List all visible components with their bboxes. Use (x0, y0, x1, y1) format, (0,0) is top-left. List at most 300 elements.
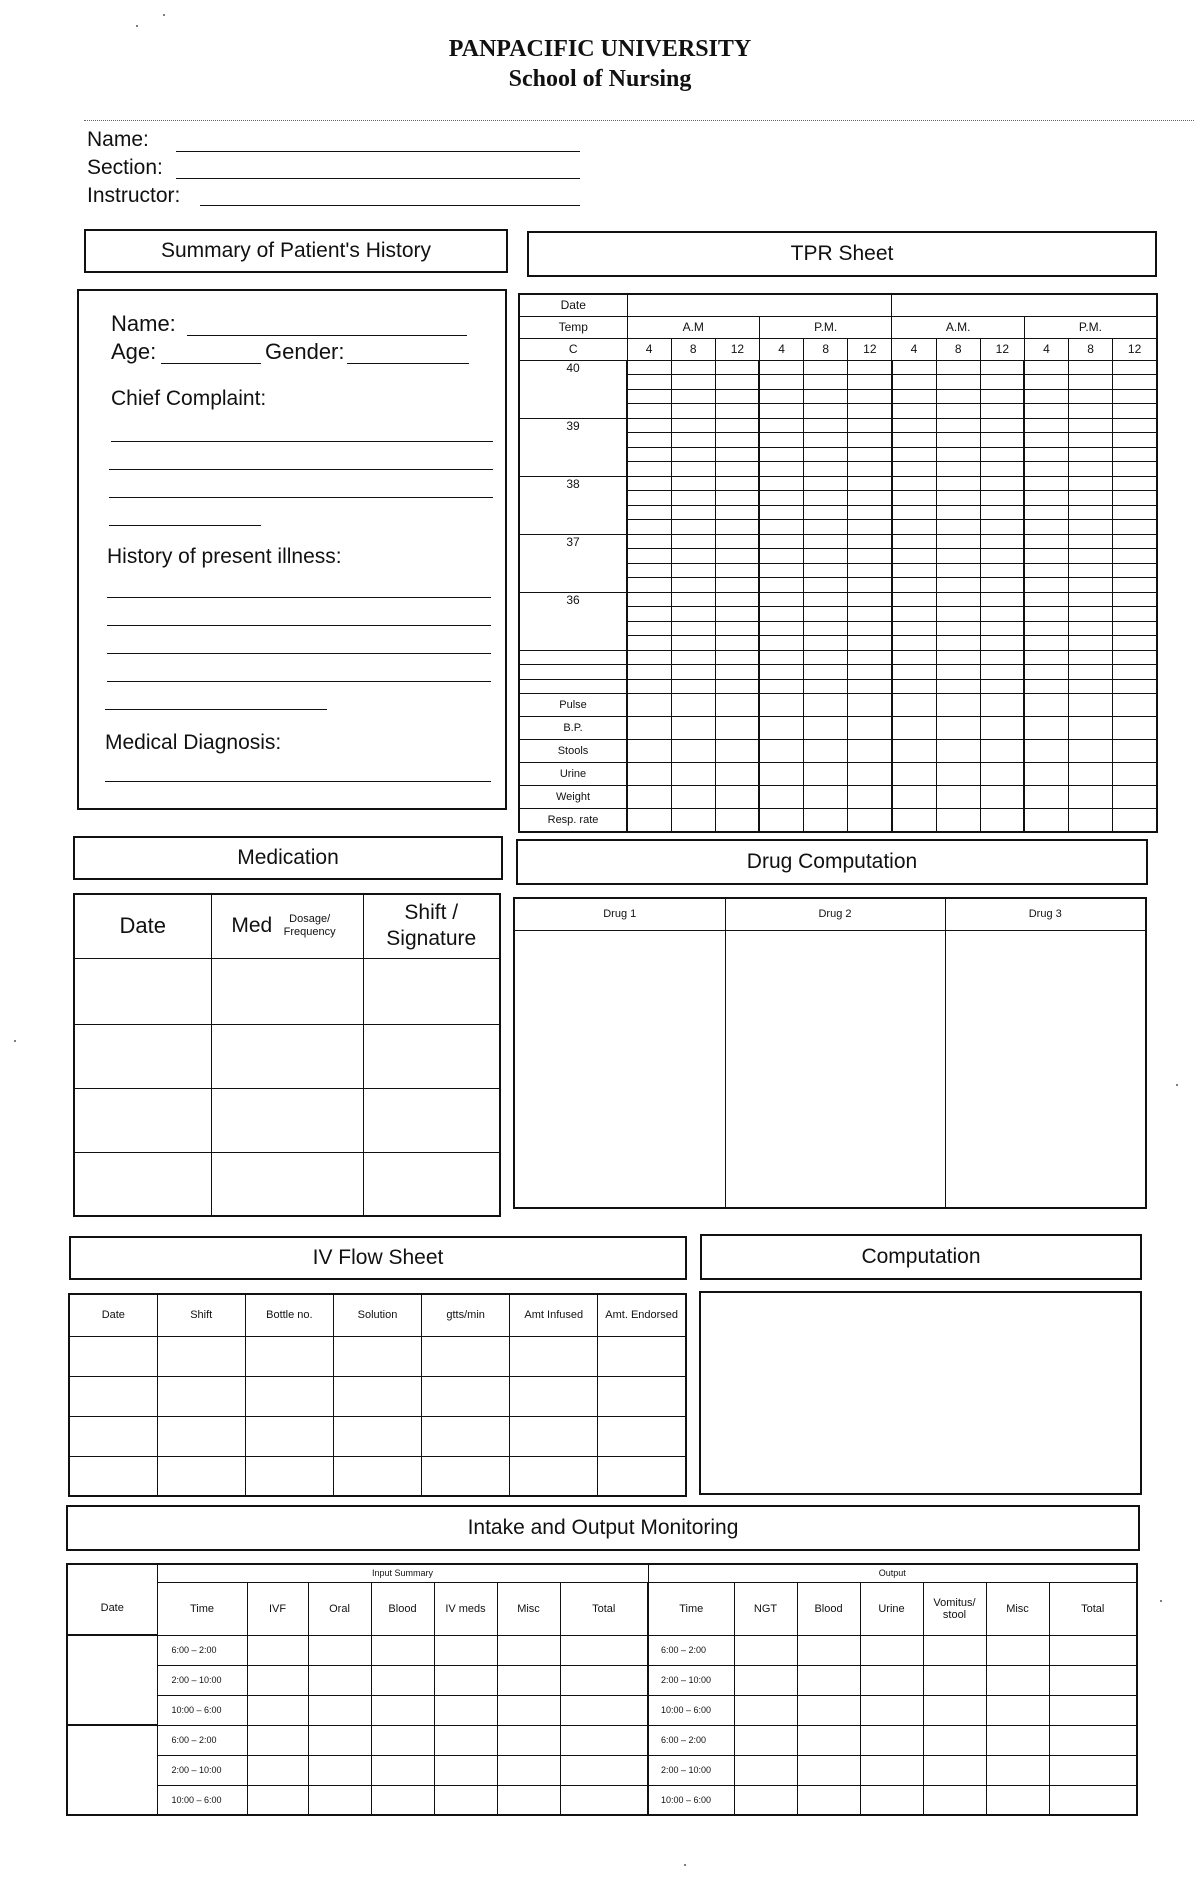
tpr-grid-cell[interactable] (1069, 636, 1113, 651)
iv-cell[interactable] (598, 1416, 686, 1456)
tpr-grid-cell[interactable] (1069, 650, 1113, 665)
tpr-vital-cell[interactable] (759, 717, 803, 740)
io-input-cell[interactable] (560, 1695, 648, 1725)
tpr-grid-cell[interactable] (671, 636, 715, 651)
io-input-cell[interactable] (308, 1725, 371, 1755)
tpr-grid-cell[interactable] (1024, 433, 1068, 448)
io-input-cell[interactable] (308, 1635, 371, 1665)
tpr-grid-cell[interactable] (627, 476, 671, 491)
tpr-grid-cell[interactable] (1069, 665, 1113, 680)
tpr-grid-cell[interactable] (980, 650, 1024, 665)
io-input-cell[interactable] (497, 1695, 560, 1725)
io-input-cell[interactable] (560, 1665, 648, 1695)
tpr-grid-cell[interactable] (759, 549, 803, 564)
tpr-grid-cell[interactable] (804, 592, 848, 607)
tpr-grid-cell[interactable] (936, 621, 980, 636)
tpr-vital-cell[interactable] (848, 717, 892, 740)
medication-cell[interactable] (363, 958, 500, 1024)
iv-cell[interactable] (157, 1376, 245, 1416)
tpr-grid-cell[interactable] (715, 636, 759, 651)
tpr-vital-cell[interactable] (848, 763, 892, 786)
iv-cell[interactable] (422, 1336, 510, 1376)
tpr-grid-cell[interactable] (671, 520, 715, 535)
tpr-grid-cell[interactable] (671, 549, 715, 564)
tpr-grid-cell[interactable] (804, 665, 848, 680)
tpr-grid-cell[interactable] (627, 462, 671, 477)
tpr-grid-cell[interactable] (804, 418, 848, 433)
io-input-cell[interactable] (434, 1695, 497, 1725)
tpr-grid-cell[interactable] (715, 404, 759, 419)
tpr-grid-cell[interactable] (936, 505, 980, 520)
io-output-cell[interactable] (797, 1665, 860, 1695)
tpr-grid-cell[interactable] (1113, 520, 1157, 535)
tpr-grid-cell[interactable] (936, 360, 980, 375)
io-input-cell[interactable] (247, 1635, 308, 1665)
tpr-vital-cell[interactable] (936, 740, 980, 763)
tpr-grid-cell[interactable] (892, 534, 936, 549)
tpr-grid-cell[interactable] (1113, 621, 1157, 636)
tpr-grid-cell[interactable] (980, 389, 1024, 404)
io-input-cell[interactable] (497, 1755, 560, 1785)
tpr-grid-cell[interactable] (848, 592, 892, 607)
tpr-grid-cell[interactable] (1069, 505, 1113, 520)
io-output-cell[interactable] (986, 1635, 1049, 1665)
tpr-grid-cell[interactable] (804, 578, 848, 593)
tpr-grid-cell[interactable] (627, 375, 671, 390)
medication-cell[interactable] (211, 1152, 363, 1216)
tpr-grid-cell[interactable] (715, 520, 759, 535)
tpr-grid-cell[interactable] (1113, 389, 1157, 404)
tpr-grid-cell[interactable] (980, 534, 1024, 549)
tpr-grid-cell[interactable] (848, 433, 892, 448)
chief-complaint-line-3[interactable] (109, 497, 493, 498)
tpr-grid-cell[interactable] (804, 636, 848, 651)
io-input-cell[interactable] (371, 1725, 434, 1755)
tpr-grid-cell[interactable] (892, 607, 936, 622)
tpr-vital-cell[interactable] (671, 786, 715, 809)
tpr-grid-cell[interactable] (1113, 549, 1157, 564)
iv-cell[interactable] (157, 1456, 245, 1496)
tpr-grid-cell[interactable] (980, 360, 1024, 375)
io-input-cell[interactable] (308, 1785, 371, 1815)
io-input-cell[interactable] (434, 1725, 497, 1755)
tpr-grid-cell[interactable] (1024, 505, 1068, 520)
io-input-cell[interactable] (560, 1635, 648, 1665)
diagnosis-line-1[interactable] (105, 781, 491, 782)
iv-cell[interactable] (245, 1376, 333, 1416)
io-output-cell[interactable] (986, 1725, 1049, 1755)
tpr-vital-cell[interactable] (804, 763, 848, 786)
tpr-grid-cell[interactable] (892, 505, 936, 520)
tpr-grid-cell[interactable] (892, 447, 936, 462)
tpr-vital-cell[interactable] (1113, 809, 1157, 832)
io-output-cell[interactable] (797, 1695, 860, 1725)
tpr-grid-cell[interactable] (671, 447, 715, 462)
tpr-grid-cell[interactable] (804, 549, 848, 564)
tpr-grid-cell[interactable] (848, 665, 892, 680)
io-input-cell[interactable] (308, 1665, 371, 1695)
tpr-grid-cell[interactable] (848, 476, 892, 491)
io-input-cell[interactable] (371, 1635, 434, 1665)
tpr-grid-cell[interactable] (1113, 476, 1157, 491)
io-output-cell[interactable] (734, 1635, 797, 1665)
tpr-grid-cell[interactable] (1069, 578, 1113, 593)
tpr-grid-cell[interactable] (759, 520, 803, 535)
tpr-vital-cell[interactable] (1069, 717, 1113, 740)
tpr-grid-cell[interactable] (892, 665, 936, 680)
tpr-grid-cell[interactable] (759, 418, 803, 433)
tpr-grid-cell[interactable] (671, 418, 715, 433)
tpr-grid-cell[interactable] (715, 621, 759, 636)
io-output-cell[interactable] (1049, 1695, 1137, 1725)
tpr-grid-cell[interactable] (1024, 636, 1068, 651)
tpr-grid-cell[interactable] (892, 578, 936, 593)
tpr-grid-cell[interactable] (715, 389, 759, 404)
iv-cell[interactable] (69, 1376, 157, 1416)
tpr-vital-cell[interactable] (1069, 763, 1113, 786)
tpr-grid-cell[interactable] (1024, 375, 1068, 390)
tpr-grid-cell[interactable] (804, 389, 848, 404)
tpr-grid-cell[interactable] (980, 418, 1024, 433)
tpr-grid-cell[interactable] (892, 404, 936, 419)
tpr-vital-cell[interactable] (1024, 809, 1068, 832)
tpr-grid-cell[interactable] (715, 476, 759, 491)
tpr-grid-cell[interactable] (1113, 592, 1157, 607)
io-output-cell[interactable] (797, 1785, 860, 1815)
tpr-grid-cell[interactable] (627, 534, 671, 549)
io-input-cell[interactable] (247, 1725, 308, 1755)
tpr-grid-cell[interactable] (671, 375, 715, 390)
tpr-grid-cell[interactable] (671, 679, 715, 694)
tpr-grid-cell[interactable] (892, 375, 936, 390)
tpr-vital-cell[interactable] (715, 786, 759, 809)
tpr-grid-cell[interactable] (980, 563, 1024, 578)
tpr-grid-cell[interactable] (627, 505, 671, 520)
tpr-grid-cell[interactable] (1024, 389, 1068, 404)
iv-cell[interactable] (510, 1416, 598, 1456)
io-input-cell[interactable] (371, 1785, 434, 1815)
io-output-cell[interactable] (860, 1785, 923, 1815)
drug-1-area[interactable] (514, 930, 725, 1208)
present-illness-line-2[interactable] (107, 625, 491, 626)
tpr-vital-cell[interactable] (1069, 694, 1113, 717)
present-illness-line-3[interactable] (107, 653, 491, 654)
tpr-vital-cell[interactable] (980, 694, 1024, 717)
tpr-grid-cell[interactable] (1069, 491, 1113, 506)
tpr-grid-cell[interactable] (1069, 418, 1113, 433)
tpr-vital-cell[interactable] (892, 717, 936, 740)
tpr-vital-cell[interactable] (1024, 763, 1068, 786)
tpr-vital-cell[interactable] (627, 740, 671, 763)
tpr-grid-cell[interactable] (936, 404, 980, 419)
io-output-cell[interactable] (1049, 1635, 1137, 1665)
tpr-grid-cell[interactable] (936, 650, 980, 665)
iv-cell[interactable] (422, 1376, 510, 1416)
tpr-grid-cell[interactable] (848, 360, 892, 375)
iv-cell[interactable] (69, 1336, 157, 1376)
io-input-cell[interactable] (497, 1725, 560, 1755)
tpr-grid-cell[interactable] (1069, 433, 1113, 448)
tpr-vital-cell[interactable] (980, 763, 1024, 786)
io-input-cell[interactable] (434, 1665, 497, 1695)
tpr-grid-cell[interactable] (892, 389, 936, 404)
tpr-grid-cell[interactable] (848, 636, 892, 651)
tpr-vital-cell[interactable] (1069, 740, 1113, 763)
tpr-vital-cell[interactable] (848, 809, 892, 832)
tpr-grid-cell[interactable] (936, 462, 980, 477)
tpr-grid-cell[interactable] (1069, 534, 1113, 549)
tpr-vital-cell[interactable] (936, 809, 980, 832)
tpr-vital-cell[interactable] (1113, 740, 1157, 763)
io-input-cell[interactable] (560, 1755, 648, 1785)
tpr-grid-cell[interactable] (936, 418, 980, 433)
tpr-grid-cell[interactable] (715, 491, 759, 506)
tpr-vital-cell[interactable] (1024, 694, 1068, 717)
tpr-grid-cell[interactable] (936, 607, 980, 622)
tpr-grid-cell[interactable] (759, 665, 803, 680)
iv-cell[interactable] (422, 1456, 510, 1496)
medication-cell[interactable] (74, 1088, 211, 1152)
tpr-grid-cell[interactable] (848, 418, 892, 433)
tpr-grid-cell[interactable] (1024, 607, 1068, 622)
tpr-grid-cell[interactable] (1069, 563, 1113, 578)
tpr-grid-cell[interactable] (804, 621, 848, 636)
tpr-grid-cell[interactable] (1113, 433, 1157, 448)
computation-area[interactable] (699, 1291, 1142, 1495)
tpr-grid-cell[interactable] (1024, 447, 1068, 462)
tpr-grid-cell[interactable] (892, 679, 936, 694)
tpr-grid-cell[interactable] (1113, 360, 1157, 375)
tpr-grid-cell[interactable] (892, 621, 936, 636)
tpr-grid-cell[interactable] (715, 462, 759, 477)
io-output-cell[interactable] (797, 1635, 860, 1665)
tpr-grid-cell[interactable] (627, 578, 671, 593)
tpr-grid-cell[interactable] (1113, 505, 1157, 520)
io-output-cell[interactable] (1049, 1725, 1137, 1755)
tpr-grid-cell[interactable] (848, 534, 892, 549)
io-input-cell[interactable] (497, 1635, 560, 1665)
tpr-vital-cell[interactable] (1024, 717, 1068, 740)
io-output-cell[interactable] (923, 1785, 986, 1815)
tpr-grid-cell[interactable] (1024, 592, 1068, 607)
tpr-grid-cell[interactable] (892, 563, 936, 578)
tpr-grid-cell[interactable] (936, 679, 980, 694)
tpr-grid-cell[interactable] (715, 563, 759, 578)
io-input-cell[interactable] (371, 1665, 434, 1695)
io-input-cell[interactable] (434, 1635, 497, 1665)
tpr-date-cell-1[interactable] (627, 294, 892, 316)
student-name-field[interactable] (176, 151, 580, 152)
present-illness-line-1[interactable] (107, 597, 491, 598)
tpr-grid-cell[interactable] (980, 404, 1024, 419)
chief-complaint-line-4[interactable] (109, 525, 261, 526)
iv-cell[interactable] (510, 1336, 598, 1376)
tpr-grid-cell[interactable] (759, 491, 803, 506)
tpr-vital-cell[interactable] (980, 786, 1024, 809)
tpr-grid-cell[interactable] (759, 404, 803, 419)
tpr-grid-cell[interactable] (1024, 650, 1068, 665)
tpr-grid-cell[interactable] (1113, 404, 1157, 419)
tpr-grid-cell[interactable] (804, 534, 848, 549)
tpr-grid-cell[interactable] (715, 578, 759, 593)
tpr-grid-cell[interactable] (627, 433, 671, 448)
tpr-grid-cell[interactable] (671, 621, 715, 636)
tpr-grid-cell[interactable] (848, 679, 892, 694)
tpr-grid-cell[interactable] (892, 418, 936, 433)
tpr-grid-cell[interactable] (627, 607, 671, 622)
chief-complaint-line-2[interactable] (109, 469, 493, 470)
student-section-field[interactable] (176, 178, 580, 179)
iv-cell[interactable] (333, 1376, 421, 1416)
iv-cell[interactable] (333, 1456, 421, 1496)
tpr-grid-cell[interactable] (759, 476, 803, 491)
patient-age-field[interactable] (161, 363, 261, 364)
iv-cell[interactable] (598, 1376, 686, 1416)
present-illness-line-5[interactable] (105, 709, 327, 710)
tpr-grid-cell[interactable] (627, 621, 671, 636)
tpr-grid-cell[interactable] (980, 505, 1024, 520)
tpr-grid-cell[interactable] (936, 578, 980, 593)
tpr-grid-cell[interactable] (1024, 679, 1068, 694)
tpr-grid-cell[interactable] (848, 650, 892, 665)
tpr-grid-cell[interactable] (804, 375, 848, 390)
tpr-grid-cell[interactable] (759, 375, 803, 390)
tpr-grid-cell[interactable] (1069, 621, 1113, 636)
tpr-grid-cell[interactable] (1024, 404, 1068, 419)
tpr-grid-cell[interactable] (1024, 621, 1068, 636)
tpr-grid-cell[interactable] (759, 447, 803, 462)
tpr-grid-cell[interactable] (848, 404, 892, 419)
tpr-grid-cell[interactable] (848, 520, 892, 535)
tpr-grid-cell[interactable] (715, 433, 759, 448)
tpr-grid-cell[interactable] (1113, 665, 1157, 680)
tpr-grid-cell[interactable] (627, 418, 671, 433)
tpr-grid-cell[interactable] (759, 636, 803, 651)
tpr-grid-cell[interactable] (980, 491, 1024, 506)
tpr-grid-cell[interactable] (980, 607, 1024, 622)
tpr-grid-cell[interactable] (892, 476, 936, 491)
io-output-cell[interactable] (1049, 1755, 1137, 1785)
tpr-vital-cell[interactable] (627, 694, 671, 717)
tpr-grid-cell[interactable] (1024, 578, 1068, 593)
tpr-grid-cell[interactable] (804, 679, 848, 694)
tpr-grid-cell[interactable] (627, 636, 671, 651)
io-input-cell[interactable] (247, 1785, 308, 1815)
io-input-cell[interactable] (308, 1695, 371, 1725)
tpr-vital-cell[interactable] (892, 694, 936, 717)
tpr-grid-cell[interactable] (1113, 462, 1157, 477)
tpr-grid-cell[interactable] (1069, 476, 1113, 491)
tpr-grid-cell[interactable] (804, 462, 848, 477)
tpr-grid-cell[interactable] (848, 607, 892, 622)
tpr-vital-cell[interactable] (980, 740, 1024, 763)
tpr-grid-cell[interactable] (1069, 520, 1113, 535)
tpr-grid-cell[interactable] (1113, 607, 1157, 622)
io-output-cell[interactable] (923, 1695, 986, 1725)
iv-cell[interactable] (69, 1416, 157, 1456)
patient-gender-field[interactable] (347, 363, 469, 364)
tpr-vital-cell[interactable] (715, 717, 759, 740)
tpr-grid-cell[interactable] (759, 592, 803, 607)
tpr-vital-cell[interactable] (804, 809, 848, 832)
io-input-cell[interactable] (434, 1785, 497, 1815)
tpr-grid-cell[interactable] (980, 578, 1024, 593)
io-output-cell[interactable] (734, 1725, 797, 1755)
medication-cell[interactable] (74, 1152, 211, 1216)
iv-cell[interactable] (245, 1336, 333, 1376)
iv-cell[interactable] (422, 1416, 510, 1456)
tpr-grid-cell[interactable] (627, 520, 671, 535)
tpr-grid-cell[interactable] (627, 549, 671, 564)
tpr-grid-cell[interactable] (936, 389, 980, 404)
tpr-grid-cell[interactable] (848, 578, 892, 593)
tpr-grid-cell[interactable] (848, 375, 892, 390)
tpr-grid-cell[interactable] (848, 491, 892, 506)
tpr-vital-cell[interactable] (627, 809, 671, 832)
medication-cell[interactable] (211, 1024, 363, 1088)
tpr-vital-cell[interactable] (804, 786, 848, 809)
tpr-grid-cell[interactable] (627, 563, 671, 578)
medication-cell[interactable] (363, 1024, 500, 1088)
iv-cell[interactable] (510, 1376, 598, 1416)
io-date-cell[interactable] (67, 1725, 157, 1815)
tpr-grid-cell[interactable] (759, 679, 803, 694)
tpr-grid-cell[interactable] (936, 549, 980, 564)
tpr-grid-cell[interactable] (759, 534, 803, 549)
tpr-grid-cell[interactable] (671, 665, 715, 680)
tpr-grid-cell[interactable] (804, 650, 848, 665)
io-output-cell[interactable] (923, 1635, 986, 1665)
tpr-grid-cell[interactable] (759, 578, 803, 593)
chief-complaint-line-1[interactable] (111, 441, 493, 442)
tpr-grid-cell[interactable] (671, 578, 715, 593)
tpr-grid-cell[interactable] (848, 563, 892, 578)
medication-cell[interactable] (211, 1088, 363, 1152)
tpr-grid-cell[interactable] (1113, 563, 1157, 578)
io-output-cell[interactable] (797, 1755, 860, 1785)
tpr-vital-cell[interactable] (1024, 786, 1068, 809)
io-output-cell[interactable] (860, 1725, 923, 1755)
medication-cell[interactable] (74, 1024, 211, 1088)
tpr-vital-cell[interactable] (1069, 786, 1113, 809)
tpr-grid-cell[interactable] (1069, 549, 1113, 564)
tpr-grid-cell[interactable] (804, 404, 848, 419)
tpr-grid-cell[interactable] (715, 607, 759, 622)
tpr-grid-cell[interactable] (936, 563, 980, 578)
tpr-grid-cell[interactable] (936, 447, 980, 462)
tpr-grid-cell[interactable] (980, 520, 1024, 535)
tpr-grid-cell[interactable] (936, 636, 980, 651)
tpr-grid-cell[interactable] (1069, 389, 1113, 404)
io-output-cell[interactable] (734, 1665, 797, 1695)
io-output-cell[interactable] (797, 1725, 860, 1755)
tpr-grid-cell[interactable] (892, 360, 936, 375)
tpr-vital-cell[interactable] (980, 717, 1024, 740)
student-instructor-field[interactable] (200, 205, 580, 206)
tpr-vital-cell[interactable] (936, 694, 980, 717)
tpr-grid-cell[interactable] (1113, 447, 1157, 462)
tpr-vital-cell[interactable] (848, 786, 892, 809)
tpr-grid-cell[interactable] (804, 476, 848, 491)
tpr-grid-cell[interactable] (1113, 578, 1157, 593)
tpr-grid-cell[interactable] (1024, 491, 1068, 506)
tpr-vital-cell[interactable] (759, 786, 803, 809)
tpr-grid-cell[interactable] (759, 462, 803, 477)
tpr-vital-cell[interactable] (1113, 763, 1157, 786)
tpr-grid-cell[interactable] (1024, 534, 1068, 549)
tpr-vital-cell[interactable] (980, 809, 1024, 832)
tpr-grid-cell[interactable] (892, 650, 936, 665)
